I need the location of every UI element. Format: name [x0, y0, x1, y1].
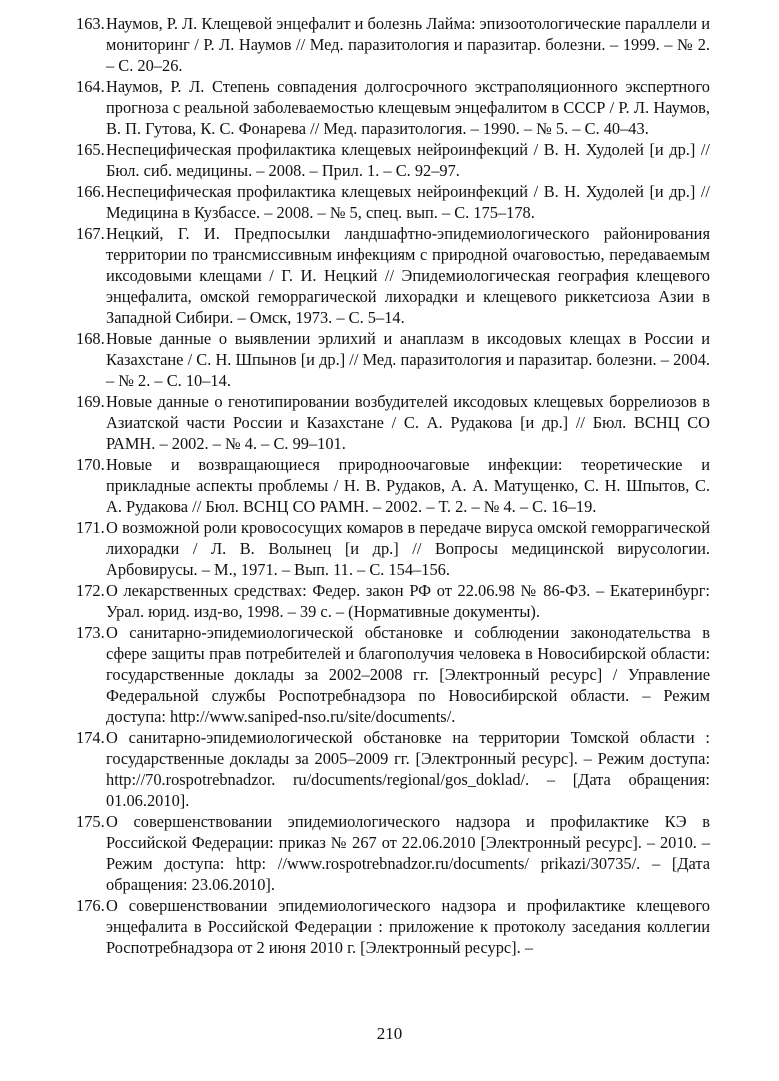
reference-entry	[76, 454, 710, 517]
reference-entry	[76, 139, 710, 181]
page-number: 210	[376, 1024, 403, 1043]
reference-text: О возможной роли кровососущих комаров в передаче вируса омской геморрагической лихорадки / Л. В. Волынец [и др.] // Вопросы медицинской вирусологии. Арбовирусы. – М., 1971. – Вып. 11. – С. 154–156.	[106, 518, 710, 579]
reference-text: Новые данные о генотипировании возбудителей иксодовых клещевых боррелиозов в Азиатской части России и Казахстане / С. А. Рудакова [и др.] // Бюл. ВСНЦ СО РАМН. – 2002. – № 4. – С. 99–101.	[106, 392, 710, 453]
reference-text: Наумов, Р. Л. Степень совпадения долгосрочного экстраполяционного экспертного прогноза с реальной заболеваемостью клещевым энцефалитом в СССР / Р. Л. Наумов, В. П. Гутова, К. С. Фонарева // Мед. паразитология. – 1990. – № 5. – С. 40–43.	[106, 77, 710, 138]
reference-entry	[76, 517, 710, 580]
reference-number: 164.	[76, 77, 105, 96]
reference-entry	[76, 727, 710, 811]
reference-number: 171.	[76, 518, 105, 537]
reference-text: Неспецифическая профилактика клещевых нейроинфекций / В. Н. Худолей [и др.] // Медицина в Кузбассе. – 2008. – № 5, спец. вып. – С. 175–178.	[106, 182, 710, 222]
reference-text: Нецкий, Г. И. Предпосылки ландшафтно-эпидемиологического районирования территории по трансмиссивным инфекциям с природной очаговостью, передаваемым иксодовыми клещами / Г. И. Нецкий // Эпидемиологическая география клещевого энцефалита, омской геморрагической лихорадки и клещевого риккетсиоза Азии в Западной Сибири. – Омск, 1973. – С. 5–14.	[106, 224, 710, 327]
reference-text: Наумов, Р. Л. Клещевой энцефалит и болезнь Лайма: эпизоотологические параллели и мониторинг / Р. Л. Наумов // Мед. паразитология и паразитар. болезни. – 1999. – № 2. – С. 20–26.	[106, 14, 710, 75]
reference-number: 172.	[76, 581, 105, 600]
reference-number: 174.	[76, 728, 105, 747]
reference-entry	[76, 391, 710, 454]
reference-number: 165.	[76, 140, 105, 159]
reference-number: 163.	[76, 14, 105, 33]
reference-number: 170.	[76, 455, 105, 474]
reference-text: Новые данные о выявлении эрлихий и анаплазм в иксодовых клещах в России и Казахстане / С. Н. Шпынов [и др.] // Мед. паразитология и паразитар. болезни. – 2004. – № 2. – С. 10–14.	[106, 329, 710, 390]
reference-number: 167.	[76, 224, 105, 243]
reference-entry	[76, 223, 710, 328]
reference-entry	[76, 895, 710, 958]
reference-list	[76, 13, 710, 958]
reference-text: О санитарно-эпидемиологической обстановке на территории Томской области : государственные доклады за 2005–2009 гг. [Электронный ресурс]. – Режим доступа: http://70.rospotrebnadzor. ru/documents/regional/gos_doklad/. – [Дата обращения: 01.06.2010].	[106, 728, 710, 810]
reference-number: 176.	[76, 896, 105, 915]
reference-entry	[76, 580, 710, 622]
reference-number: 166.	[76, 182, 105, 201]
reference-text: Неспецифическая профилактика клещевых нейроинфекций / В. Н. Худолей [и др.] // Бюл. сиб. медицины. – 2008. – Прил. 1. – С. 92–97.	[106, 140, 710, 180]
reference-number: 168.	[76, 329, 105, 348]
reference-entry	[76, 181, 710, 223]
reference-number: 173.	[76, 623, 105, 642]
reference-entry	[76, 76, 710, 139]
reference-text: Новые и возвращающиеся природноочаговые инфекции: теоретические и прикладные аспекты проблемы / Н. В. Рудаков, А. А. Матущенко, С. Н. Шпытов, С. А. Рудакова // Бюл. ВСНЦ СО РАМН. – 2002. – Т. 2. – № 4. – С. 16–19.	[106, 455, 710, 516]
reference-text: О совершенствовании эпидемиологического надзора и профилактике клещевого энцефалита в Российской Федерации : приложение к протоколу заседания коллегии Роспотребнадзора от 2 июня 2010 г. [Электронный ресурс]. –	[106, 896, 710, 957]
reference-entry	[76, 622, 710, 727]
reference-text: О санитарно-эпидемиологической обстановке и соблюдении законодательства в сфере защиты прав потребителей и благополучия человека в Новосибирской области: государственные доклады за 2002–2008 гг. [Электронный ресурс] / Управление Федеральной службы Роспотребнадзора по Новосибирской области. – Режим доступа: http://www.saniped-nso.ru/site/documents/.	[106, 623, 710, 726]
reference-entry	[76, 13, 710, 76]
reference-entry	[76, 328, 710, 391]
reference-number: 175.	[76, 812, 105, 831]
reference-entry	[76, 811, 710, 895]
reference-text: О лекарственных средствах: Федер. закон РФ от 22.06.98 № 86-ФЗ. – Екатеринбург: Урал. юрид. изд-во, 1998. – 39 с. – (Нормативные документы).	[106, 581, 710, 621]
reference-number: 169.	[76, 392, 105, 411]
reference-text: О совершенствовании эпидемиологического надзора и профилактике КЭ в Российской Федерации: приказ № 267 от 22.06.2010 [Электронный ресурс]. – 2010. – Режим доступа: http: //www.rospotrebnadzor.ru/documents/ prikazi/30735/. – [Дата обращения: 23.06.2010].	[106, 812, 710, 894]
